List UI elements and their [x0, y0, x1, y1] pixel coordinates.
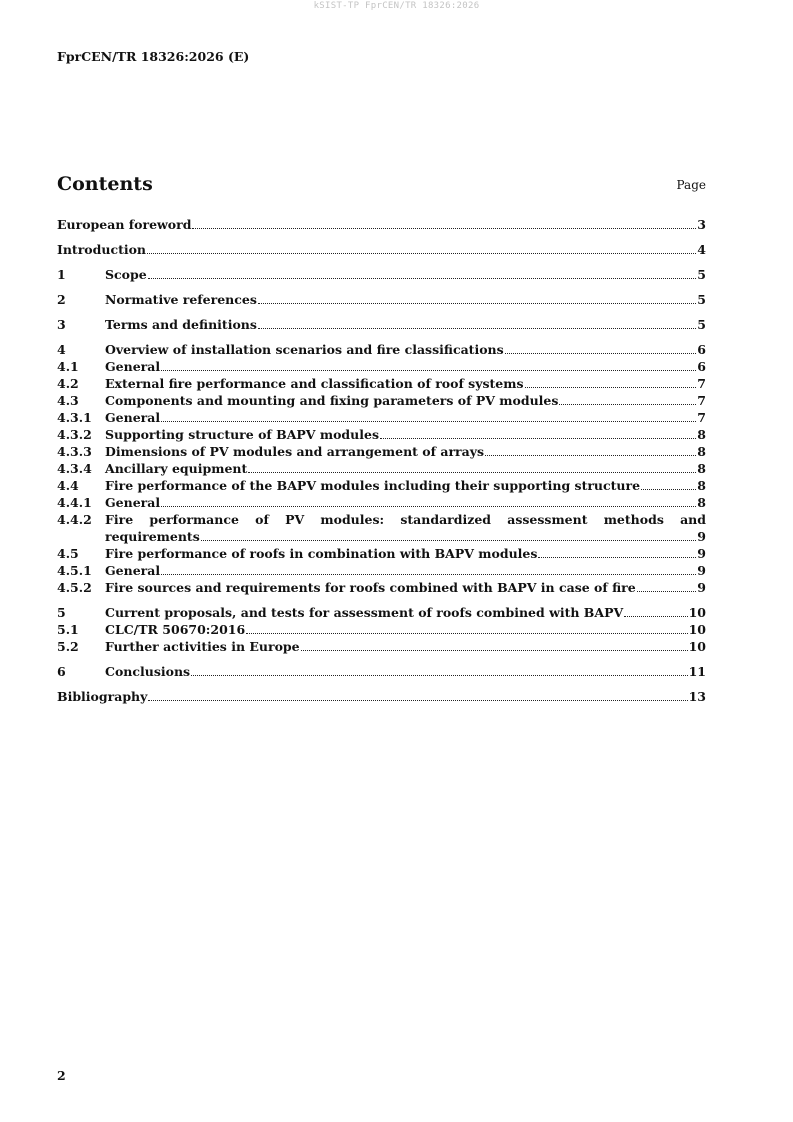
toc-leader-dots	[191, 675, 688, 676]
toc-entry-label: Conclusions	[105, 664, 191, 679]
toc-entry-label: Fire performance of PV modules: standardized assessment methods and	[105, 512, 706, 527]
toc-leader-dots	[380, 438, 696, 439]
toc-entry[interactable]	[57, 341, 706, 358]
toc-entry-number: 4.3.2	[57, 427, 92, 442]
toc-entry-number: 4.5.2	[57, 580, 92, 595]
toc-entry-number: 4.5.1	[57, 563, 92, 578]
toc-entry-label: Current proposals, and tests for assessment of roofs combined with BAPV	[105, 605, 624, 620]
toc-entry-page: 4	[697, 242, 706, 257]
toc-entry-label: Fire sources and requirements for roofs combined with BAPV in case of fire	[105, 580, 636, 595]
toc-leader-dots	[248, 472, 696, 473]
toc-entry-number: 4.1	[57, 359, 79, 374]
toc-entry[interactable]	[57, 409, 706, 426]
toc-entry-number: 4.3.3	[57, 444, 92, 459]
toc-entry-page: 13	[688, 689, 706, 704]
toc-leader-dots	[258, 303, 696, 304]
page-column-label: Page	[676, 178, 706, 192]
toc-entry-label: CLC/TR 50670:2016	[105, 622, 246, 637]
toc-entry-label: European foreword	[57, 217, 192, 232]
toc-leader-dots	[201, 540, 697, 541]
toc-entry-label: Components and mounting and fixing parameters of PV modules	[105, 393, 559, 408]
toc-entry-number: 4.4	[57, 478, 79, 493]
toc-entry-label: General	[105, 563, 161, 578]
toc-leader-dots	[192, 228, 696, 229]
toc-entry-label: Fire performance of the BAPV modules including their supporting structure	[105, 478, 641, 493]
toc-entry-page: 8	[697, 495, 706, 510]
toc-entry-page: 7	[697, 410, 706, 425]
toc-entry[interactable]	[57, 316, 706, 333]
toc-entry-number: 4.4.1	[57, 495, 92, 510]
toc-leader-dots	[161, 370, 696, 371]
toc-entry[interactable]	[57, 426, 706, 443]
toc-entry-page: 6	[697, 342, 706, 357]
toc-leader-dots	[641, 489, 696, 490]
toc-entry-number: 4.5	[57, 546, 79, 561]
toc-entry[interactable]	[57, 460, 706, 477]
toc-entry-label: Bibliography	[57, 689, 148, 704]
toc-entry-page: 8	[697, 461, 706, 476]
toc-entry-label: Overview of installation scenarios and fire classifications	[105, 342, 504, 357]
toc-entry-label: Ancillary equipment	[105, 461, 248, 476]
toc-entry-label: Scope	[105, 267, 147, 282]
toc-entry-label: Supporting structure of BAPV modules	[105, 427, 379, 442]
toc-entry-number: 5.2	[57, 639, 79, 654]
toc-entry-page: 8	[697, 478, 706, 493]
toc-leader-dots	[505, 353, 697, 354]
toc-leader-dots	[161, 506, 696, 507]
toc-entry-page: 6	[697, 359, 706, 374]
toc-entry[interactable]	[57, 579, 706, 596]
toc-entry-page: 7	[697, 376, 706, 391]
toc-leader-dots	[258, 328, 696, 329]
toc-entry-label: External fire performance and classification of roof systems	[105, 376, 524, 391]
page-number: 2	[57, 1068, 66, 1083]
toc-entry-page: 9	[697, 563, 706, 578]
toc-entry-page: 5	[697, 292, 706, 307]
toc-entry-page: 10	[688, 605, 706, 620]
toc-entry-label: Introduction	[57, 242, 147, 257]
toc-entry-number: 5.1	[57, 622, 79, 637]
toc-entry-label: Normative references	[105, 292, 257, 307]
toc-entry-number: 4.3	[57, 393, 79, 408]
toc-entry-number: 4.2	[57, 376, 79, 391]
toc-entry-label: Terms and definitions	[105, 317, 257, 332]
toc-entry[interactable]	[57, 443, 706, 460]
toc-leader-dots	[161, 574, 696, 575]
toc-entry-page: 3	[697, 217, 706, 232]
toc-entry-label: General	[105, 495, 161, 510]
toc-entry-number: 4.3.4	[57, 461, 92, 476]
toc-leader-dots	[525, 387, 697, 388]
toc-entry-page: 8	[697, 444, 706, 459]
toc-entry[interactable]	[57, 545, 706, 562]
toc-leader-dots	[637, 591, 697, 592]
toc-entry-page: 5	[697, 267, 706, 282]
toc-leader-dots	[559, 404, 696, 405]
toc-entry-page: 10	[688, 639, 706, 654]
toc-leader-dots	[161, 421, 696, 422]
toc-entry[interactable]	[57, 477, 706, 494]
toc-leader-dots	[301, 650, 688, 651]
toc-leader-dots	[147, 253, 696, 254]
document-id: FprCEN/TR 18326:2026 (E)	[57, 49, 250, 64]
watermark: kSIST-TP FprCEN/TR 18326:2026	[313, 1, 480, 11]
toc-entry[interactable]	[57, 663, 706, 680]
toc-entry-page: 5	[697, 317, 706, 332]
toc-entry-label: Dimensions of PV modules and arrangement of arrays	[105, 444, 485, 459]
toc-entry-page: 9	[697, 529, 706, 544]
contents-title: Contents	[57, 173, 153, 195]
toc-entry-number: 3	[57, 317, 66, 332]
toc-entry[interactable]	[57, 638, 706, 655]
toc-entry[interactable]	[57, 511, 706, 545]
toc-entry[interactable]	[57, 291, 706, 308]
toc-leader-dots	[624, 616, 687, 617]
toc-entry[interactable]	[57, 241, 706, 258]
toc-leader-dots	[148, 700, 687, 701]
toc-entry-page: 10	[688, 622, 706, 637]
toc-entry-page: 7	[697, 393, 706, 408]
toc-entry[interactable]	[57, 375, 706, 392]
toc-entry[interactable]	[57, 604, 706, 621]
toc-entry-number: 5	[57, 605, 66, 620]
toc-leader-dots	[485, 455, 696, 456]
toc-entry[interactable]	[57, 216, 706, 233]
toc-entry-label: Further activities in Europe	[105, 639, 300, 654]
toc-leader-dots	[538, 557, 696, 558]
toc-entry[interactable]	[57, 688, 706, 705]
toc-entry-label: General	[105, 359, 161, 374]
toc-entry[interactable]	[57, 392, 706, 409]
toc-leader-dots	[246, 633, 687, 634]
toc-entry-label: General	[105, 410, 161, 425]
toc-entry-page: 11	[688, 664, 706, 679]
toc-entry-page: 9	[697, 580, 706, 595]
toc-entry[interactable]	[57, 358, 706, 375]
toc-entry[interactable]	[57, 562, 706, 579]
toc-entry[interactable]	[57, 494, 706, 511]
toc-entry[interactable]	[57, 621, 706, 638]
toc-entry[interactable]	[57, 266, 706, 283]
toc-entry-page: 8	[697, 427, 706, 442]
toc-entry-number: 2	[57, 292, 66, 307]
toc-entry-label-continued: requirements	[105, 529, 200, 544]
toc-entry-number: 4.3.1	[57, 410, 92, 425]
toc-entry-label: Fire performance of roofs in combination with BAPV modules	[105, 546, 538, 561]
toc-entry-number: 4	[57, 342, 66, 357]
toc-entry-number: 4.4.2	[57, 512, 92, 527]
toc-entry-number: 6	[57, 664, 66, 679]
table-of-contents	[57, 216, 706, 705]
toc-entry-number: 1	[57, 267, 66, 282]
toc-leader-dots	[148, 278, 697, 279]
toc-entry-page: 9	[697, 546, 706, 561]
